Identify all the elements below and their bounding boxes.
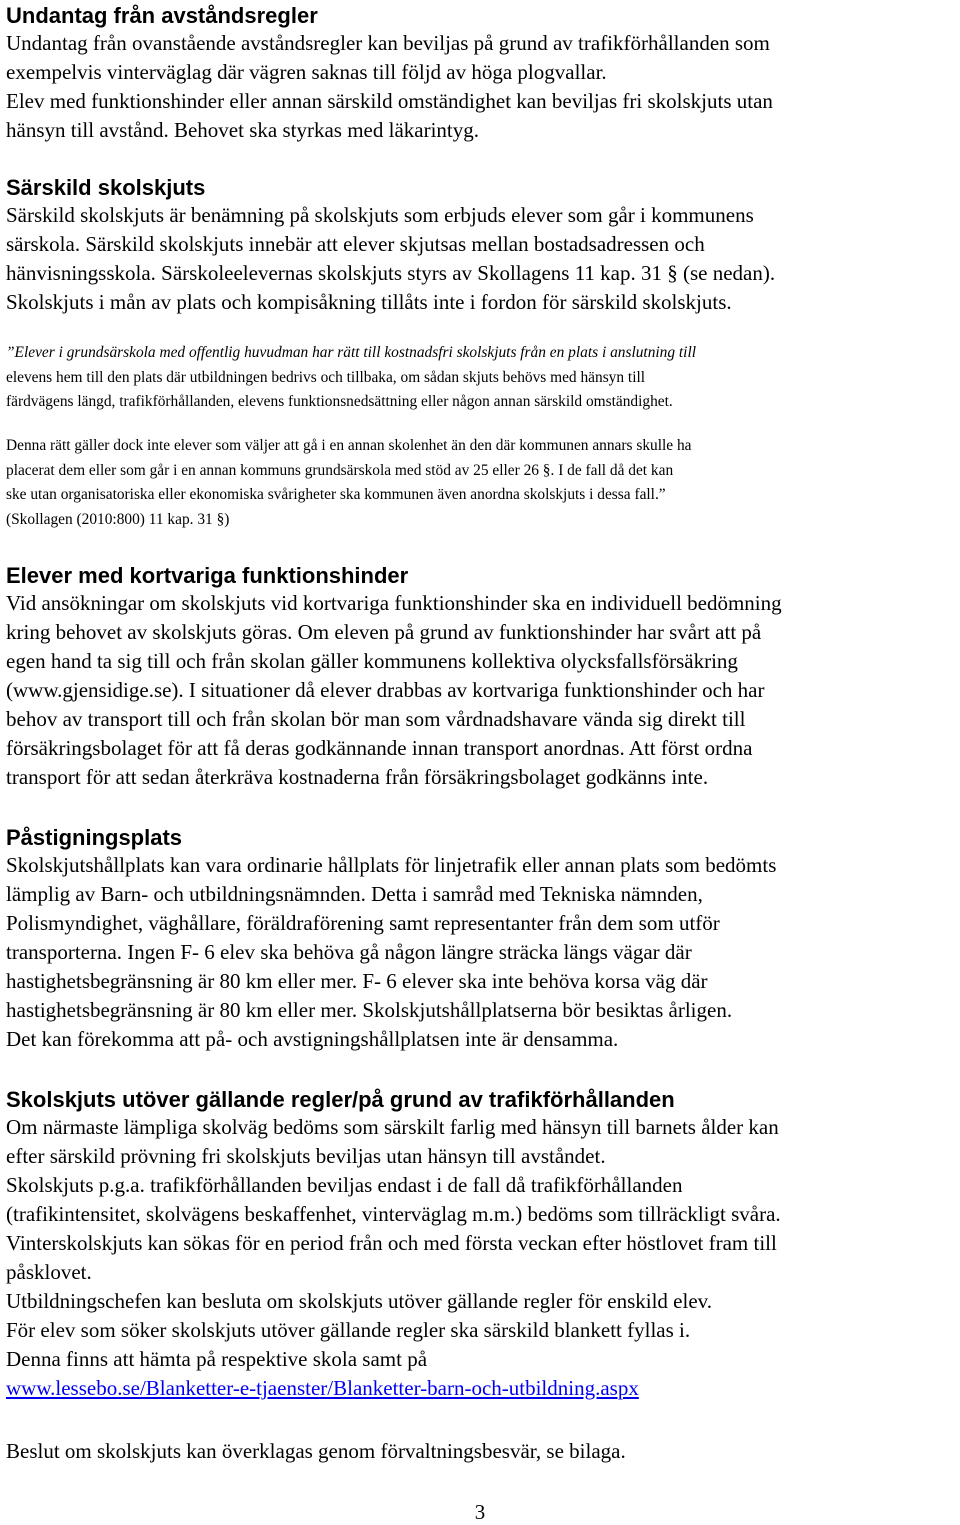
quote-line: ske utan organisatoriska eller ekonomiska svårigheter ska kommunen även anordna skolskjuts i dessa fall.”: [6, 486, 666, 503]
paragraph-line: Särskild skolskjuts är benämning på skolskjuts som erbjuds elever som går i kommunens: [6, 203, 754, 227]
paragraph-line: hastighetsbegränsning är 80 km eller mer. F- 6 elever ska inte behöva korsa väg där: [6, 969, 708, 993]
section-sarskild-skolskjuts: [6, 175, 954, 317]
heading-undantag: Undantag från avståndsregler: [6, 3, 318, 28]
paragraph-line: Undantag från ovanstående avståndsregler kan beviljas på grund av trafikförhållanden som: [6, 31, 770, 55]
paragraph-line: Elev med funktionshinder eller annan särskild omständighet kan beviljas fri skolskjuts utan: [6, 89, 773, 113]
heading-sarskild-skolskjuts: Särskild skolskjuts: [6, 175, 206, 200]
paragraph-line: Vid ansökningar om skolskjuts vid kortvariga funktionshinder ska en individuell bedömning: [6, 591, 782, 615]
paragraph-line: Skolskjutshållplats kan vara ordinarie hållplats för linjetrafik eller annan plats som bedömts: [6, 853, 777, 877]
paragraph-line: Skolskjuts i mån av plats och kompisåkning tillåts inte i fordon för särskild skolskjuts.: [6, 290, 732, 314]
paragraph-line: Det kan förekomma att på- och avstigningshållplatsen inte är densamma.: [6, 1027, 619, 1051]
paragraph-line: påsklovet.: [6, 1260, 92, 1284]
quote-italic-text: ”Elever i grundsärskola med offentlig huvudman har rätt till kostnadsfri skolskjuts från en plats i anslutning till: [6, 344, 697, 361]
section-skolskjuts-utover-regler: [6, 1087, 954, 1403]
heading-skolskjuts-utover-regler: Skolskjuts utöver gällande regler/på grund av trafikförhållanden: [6, 1087, 675, 1112]
blankett-link[interactable]: www.lessebo.se/Blanketter-e-tjaenster/Blanketter-barn-och-utbildning.aspx: [6, 1376, 639, 1400]
paragraph-line: efter särskild prövning fri skolskjuts beviljas utan hänsyn till avståndet.: [6, 1144, 606, 1168]
paragraph-line: Beslut om skolskjuts kan överklagas genom förvaltningsbesvär, se bilaga.: [6, 1439, 626, 1463]
heading-pastigningsplats: Påstigningsplats: [6, 825, 183, 850]
heading-kortvariga-funktionshinder: Elever med kortvariga funktionshinder: [6, 563, 409, 588]
paragraph-line: (trafikintensitet, skolvägens beskaffenhet, vinterväglag m.m.) bedöms som tillräckligt svåra.: [6, 1202, 781, 1226]
paragraph-line: hastighetsbegränsning är 80 km eller mer. Skolskjutshållplatserna bör besiktas årligen.: [6, 998, 733, 1022]
law-quote-continued: [6, 434, 954, 532]
paragraph-line: Polismyndighet, väghållare, föräldraförening samt representanter från dem som utför: [6, 911, 720, 935]
paragraph-line: Skolskjuts p.g.a. trafikförhållanden beviljas endast i de fall då trafikförhållanden: [6, 1173, 683, 1197]
paragraph-line: hänsyn till avstånd. Behovet ska styrkas med läkarintyg.: [6, 118, 479, 142]
quote-line: Denna rätt gäller dock inte elever som väljer att gå i en annan skolenhet än den där kommunen annars skulle ha: [6, 437, 692, 454]
paragraph-line: exempelvis vinterväglag där vägren saknas till följd av höga plogvallar.: [6, 60, 607, 84]
final-note: [6, 1437, 954, 1466]
paragraph-line: Vinterskolskjuts kan sökas för en period från och med första veckan efter höstlovet fram till: [6, 1231, 777, 1255]
paragraph-line: Om närmaste lämpliga skolväg bedöms som särskilt farlig med hänsyn till barnets ålder kan: [6, 1115, 779, 1139]
paragraph-line: behov av transport till och från skolan bör man som vårdnadshavare vända sig direkt till: [6, 707, 746, 731]
quote-citation: (Skollagen (2010:800) 11 kap. 31 §): [6, 510, 230, 528]
paragraph-line: hänvisningsskola. Särskoleelevernas skolskjuts styrs av Skollagens 11 kap. 31 § (se nedan).: [6, 261, 776, 285]
paragraph-line: transporterna. Ingen F- 6 elev ska behöva gå någon längre sträcka längs vägar där: [6, 940, 692, 964]
paragraph-line: försäkringsbolaget för att få deras godkännande innan transport anordnas. Att först ordna: [6, 736, 753, 760]
section-undantag: [6, 3, 954, 145]
paragraph-line: För elev som söker skolskjuts utöver gällande regler ska särskild blankett fyllas i.: [6, 1318, 691, 1342]
quote-line: placerat dem eller som går i en annan kommuns grundsärskola med stöd av 25 eller 26 §. I de fall då det kan: [6, 461, 674, 479]
paragraph-line: Utbildningschefen kan besluta om skolskjuts utöver gällande regler för enskild elev.: [6, 1289, 713, 1313]
section-pastigningsplats: [6, 825, 954, 1054]
law-quote: [6, 341, 954, 415]
paragraph-line: Denna finns att hämta på respektive skola samt på: [6, 1347, 428, 1371]
page-number: 3: [474, 1500, 486, 1524]
section-kortvariga-funktionshinder: [6, 563, 954, 792]
paragraph-line: transport för att sedan återkräva kostnaderna från försäkringsbolaget godkänns inte.: [6, 765, 709, 789]
paragraph-line: kring behovet av skolskjuts göras. Om eleven på grund av funktionshinder har svårt att på: [6, 620, 762, 644]
paragraph-line: särskola. Särskild skolskjuts innebär att elever skjutsas mellan bostadsadressen och: [6, 232, 705, 256]
quote-line: elevens hem till den plats där utbildningen bedrivs och tillbaka, om sådan skjuts behövs med hänsyn till: [6, 368, 646, 386]
link-line: [6, 1374, 954, 1403]
paragraph-line: lämplig av Barn- och utbildningsnämnden. Detta i samråd med Tekniska nämnden,: [6, 882, 703, 906]
quote-line: färdvägens längd, trafikförhållanden, elevens funktionsnedsättning eller någon annan särskild omständighet.: [6, 393, 673, 410]
paragraph-line: (www.gjensidige.se). I situationer då elever drabbas av kortvariga funktionshinder och har: [6, 678, 765, 702]
quote-line: [6, 341, 954, 366]
paragraph-line: egen hand ta sig till och från skolan gäller kommunens kollektiva olycksfallsförsäkring: [6, 649, 738, 673]
